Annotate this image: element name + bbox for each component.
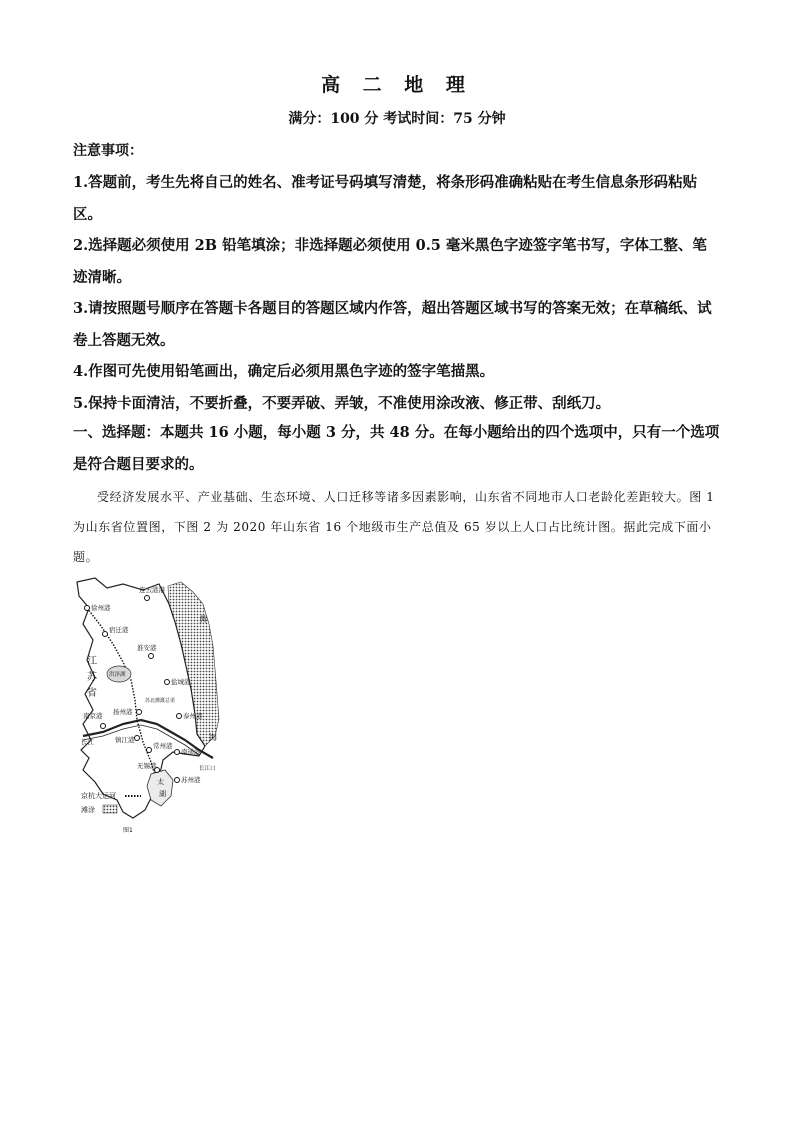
notice-item-2: 2.选择题必须使用 2B 铅笔填涂；非选择题必须使用 0.5 毫米黑色字迹签字笔书写，字体工整、笔迹清晰。: [73, 237, 707, 286]
section-heading: 一、选择题：本题共 16 小题，每小题 3 分，共 48 分。在每小题给出的四个选项中，只有一个选项是符合题目要求的。: [73, 424, 720, 473]
tai-lake: [147, 770, 173, 806]
page-title: 高 二 地 理: [321, 74, 473, 96]
label-sea-bottom: 海: [209, 733, 217, 742]
label-suqian: 宿迁港: [109, 626, 129, 634]
label-province-1: 江: [87, 656, 97, 667]
label-suzhou: 苏州港: [181, 776, 201, 784]
label-nanjing: 南京港: [83, 712, 103, 720]
label-lianyungang: 连云港港: [139, 586, 165, 594]
notice-item-3: 3.请按照题号顺序在答题卡各题目的答题区域内作答，超出答题区域书写的答案无效；在草稿纸、试卷上答题无效。: [73, 300, 712, 349]
label-yangtze: 长江: [81, 738, 94, 746]
notice-item-4: 4.作图可先使用铅笔画出，确定后必须用黑色字迹的签字笔描黑。: [73, 363, 495, 380]
label-yangzhou: 扬州港: [113, 708, 133, 716]
label-taizhou: 泰州港: [183, 712, 203, 720]
figure-1-map: [73, 574, 273, 838]
legend-canal-label: 京杭大运河: [81, 792, 116, 800]
label-changzhou: 常州港: [153, 742, 173, 750]
label-hongze: 洪泽湖: [109, 672, 126, 678]
jiangsu-map-svg: [73, 574, 273, 838]
label-sea-top: 黄: [199, 615, 207, 624]
label-nantong: 南通港: [181, 748, 201, 756]
notice-item-1: 1.答题前，考生先将自己的姓名、准考证号码填写清楚，将条形码准确粘贴在考生信息条形码粘贴区。: [73, 174, 698, 223]
question-intro: 受经济发展水平、产业基础、生态环境、人口迁移等诸多因素影响，山东省不同地市人口老龄化差距较大。图 1 为山东省位置图，下图 2 为 2020 年山东省 16 个地级市生产总值及 65 岁以上人口占比统计图。据此完成下面小题。: [73, 490, 715, 564]
label-yancheng: 盐城港: [171, 678, 191, 686]
label-province-2: 苏: [87, 672, 97, 683]
tidal-flat-area: [168, 582, 219, 746]
notice-heading: 注意事项：: [73, 143, 143, 159]
legend-flat-symbol: [103, 805, 117, 813]
label-xuzhou: 徐州港: [91, 604, 111, 612]
label-wuxi: 无锡港: [137, 762, 157, 770]
label-huaian: 淮安港: [137, 644, 157, 652]
grand-canal: [87, 608, 157, 782]
label-river-mouth: 长江口: [199, 766, 216, 772]
label-subei: 苏北灌溉总渠: [145, 698, 176, 704]
exam-info: 满分：100 分 考试时间：75 分钟: [288, 111, 506, 127]
notice-item-5: 5.保持卡面清洁，不要折叠，不要弄破、弄皱，不准使用涂改液、修正带、刮纸刀。: [73, 394, 611, 412]
label-tai-2: 湖: [159, 790, 166, 798]
figure-caption: 图1: [123, 827, 133, 834]
legend-flat-label: 滩涂: [81, 806, 95, 814]
label-zhenjiang: 镇江港: [115, 736, 135, 744]
label-province-3: 省: [87, 688, 97, 699]
notice-list: [73, 167, 721, 419]
label-tai-1: 太: [157, 778, 164, 786]
